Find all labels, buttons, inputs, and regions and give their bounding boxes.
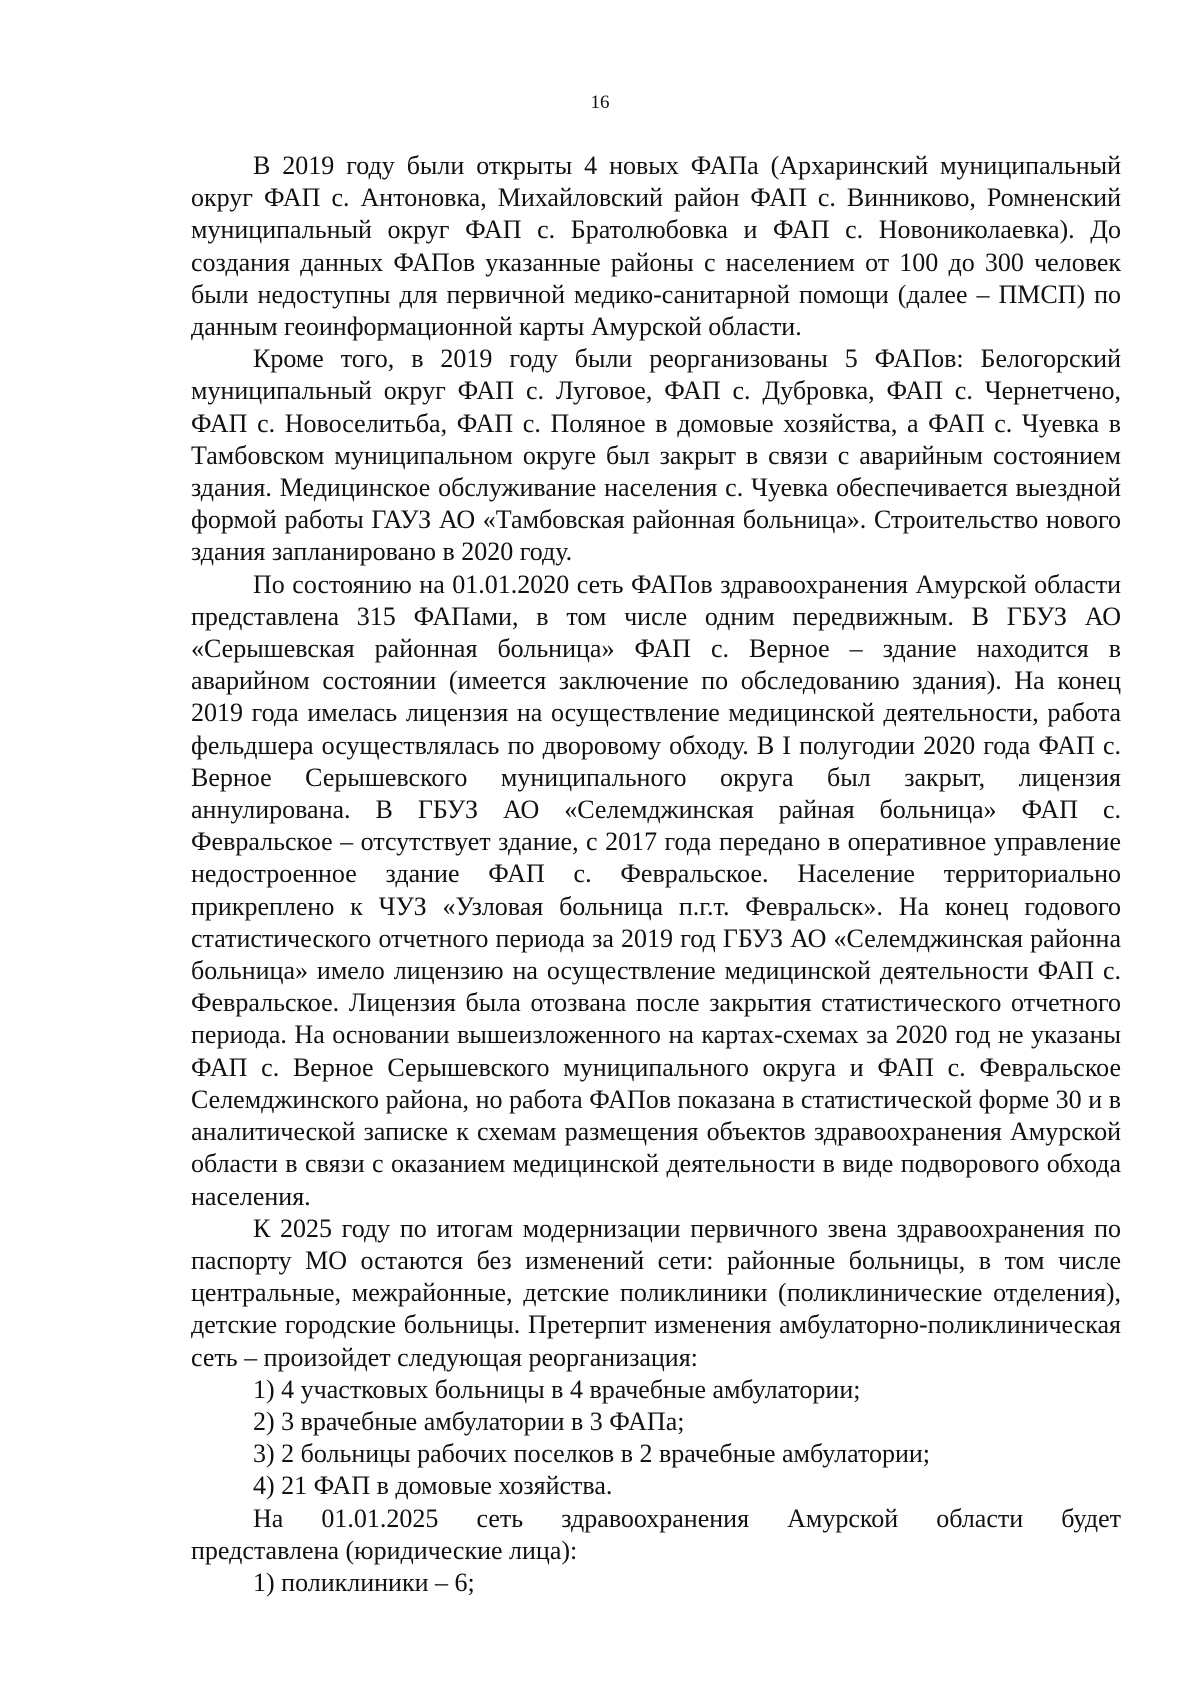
document-body [191,150,1121,1599]
list-item: 2) 3 врачебные амбулатории в 3 ФАПа; [253,1406,685,1436]
paragraph-reorganized-faps: Кроме того, в 2019 году были реорганизованы 5 ФАПов: Белогорский муниципальный округ ФАП с. Луговое, ФАП с. Дубровка, ФАП с. Чернетчено, ФАП с. Новоселитьба, ФАП с. Поляное в домовые хозяйства, а ФАП с. Чуевка в Тамбовском муниципальном округе был закрыт в связи с аварийным состоянием здания. Медицинское обслуживание населения с. Чуевка обеспечивается выездной формой работы ГАУЗ АО «Тамбовская районная больница». Строительство нового здания запланировано в 2020 году. [191,344,1121,567]
closing-line: На 01.01.2025 сеть здравоохранения Амурской области будет [253,1503,1121,1533]
list-item: 3) 2 больницы рабочих поселков в 2 врачебные амбулатории; [253,1439,931,1469]
final-list-item: 1) поликлиники – 6; [253,1567,475,1597]
paragraph-fap-network-status: По состоянию на 01.01.2020 сеть ФАПов здравоохранения Амурской области представлена 315 ФАПами, в том числе одним передвижным. В ГБУЗ АО «Серышевская районная больница» ФАП с. Верное – здание находится в аварийном состоянии (имеется заключение по обследованию здания). На конец 2019 года имелась лицензия на осуществление медицинской деятельности, работа фельдшера осуществлялась по дворовому обходу. В I полугодии 2020 года ФАП с. Верное Серышевского муниципального округа был закрыт, лицензия аннулирована. В ГБУЗ АО «Селемджинская райная больница» ФАП с. Февральское – отсутствует здание, с 2017 года передано в оперативное управление недостроенное здание ФАП с. Февральское. Население территориально прикреплено к ЧУЗ «Узловая больница п.г.т. Февральск». На конец годового статистического отчетного периода за 2019 год ГБУЗ АО «Селемджинская районна больница» имело лицензию на осуществление медицинской деятельности ФАП с. Февральское. Лицензия была отозвана после закрытия статистического отчетного периода. На основании вышеизложенного на картах-схемах за 2020 год не указаны ФАП с. Верное Серышевского муниципального округа и ФАП с. Февральское Селемджинского района, но работа ФАПов показана в статистической форме 30 и в аналитической записке к схемам размещения объектов здравоохранения Амурской области в связи с оказанием медицинской деятельности в виде подворового обхода населения. [191,569,1121,1211]
paragraph-modernization-2025: К 2025 году по итогам модернизации первичного звена здравоохранения по паспорту МО остаются без изменений сети: районные больницы, в том числе центральные, межрайонные, детские поликлиники (поликлинические отделения), детские городские больницы. Претерпит изменения амбулаторно-поликлиническая сеть – произойдет следующая реорганизация: [191,1213,1121,1372]
list-item: 1) 4 участковых больницы в 4 врачебные амбулатории; [253,1374,861,1404]
list-item: 4) 21 ФАП в домовые хозяйства. [253,1471,613,1501]
paragraph-new-faps: В 2019 году были открыты 4 новых ФАПа (Архаринский муниципальный округ ФАП с. Антоновка, Михайловский район ФАП с. Винниково, Ромненский муниципальный округ ФАП с. Братолюбовка и ФАП с. Новониколаевка). До создания данных ФАПов указанные районы с населением от 100 до 300 человек были недоступны для первичной медико-санитарной помощи (далее – ПМСП) по данным геоинформационной карты Амурской области. [191,151,1121,342]
closing-line-continuation: представлена (юридические лица): [191,1535,578,1565]
page-number: 16 [590,92,610,113]
